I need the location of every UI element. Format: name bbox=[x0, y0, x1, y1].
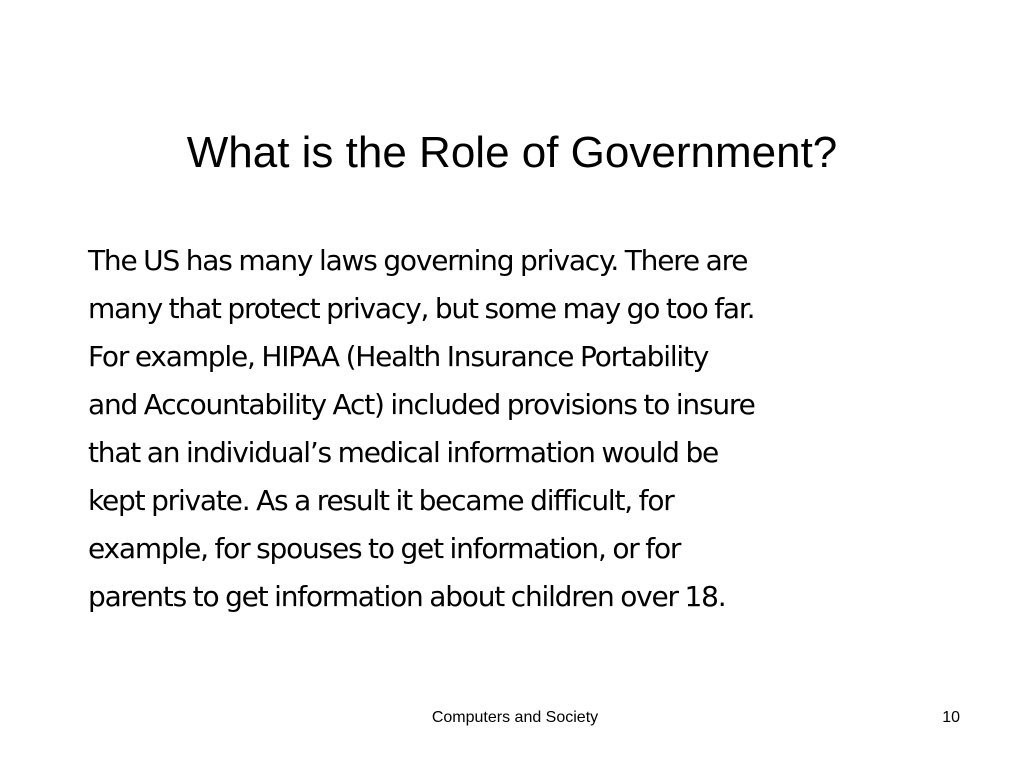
slide-title: What is the Role of Government? bbox=[186, 128, 838, 177]
slide-footer: Computers and Society bbox=[431, 709, 599, 726]
slide-page-number: 10 bbox=[942, 709, 960, 726]
slide-body-text: The US has many laws governing privacy. There are many that protect privacy, but some may go too far. For example, HIPAA (Health Insurance Portability and Accountability Act) included provisions to insure that an individual’s medical information would be kept private. As a result it became difficult, for example, for spouses to get information, or for parents to get information about children over 18. bbox=[88, 244, 755, 613]
